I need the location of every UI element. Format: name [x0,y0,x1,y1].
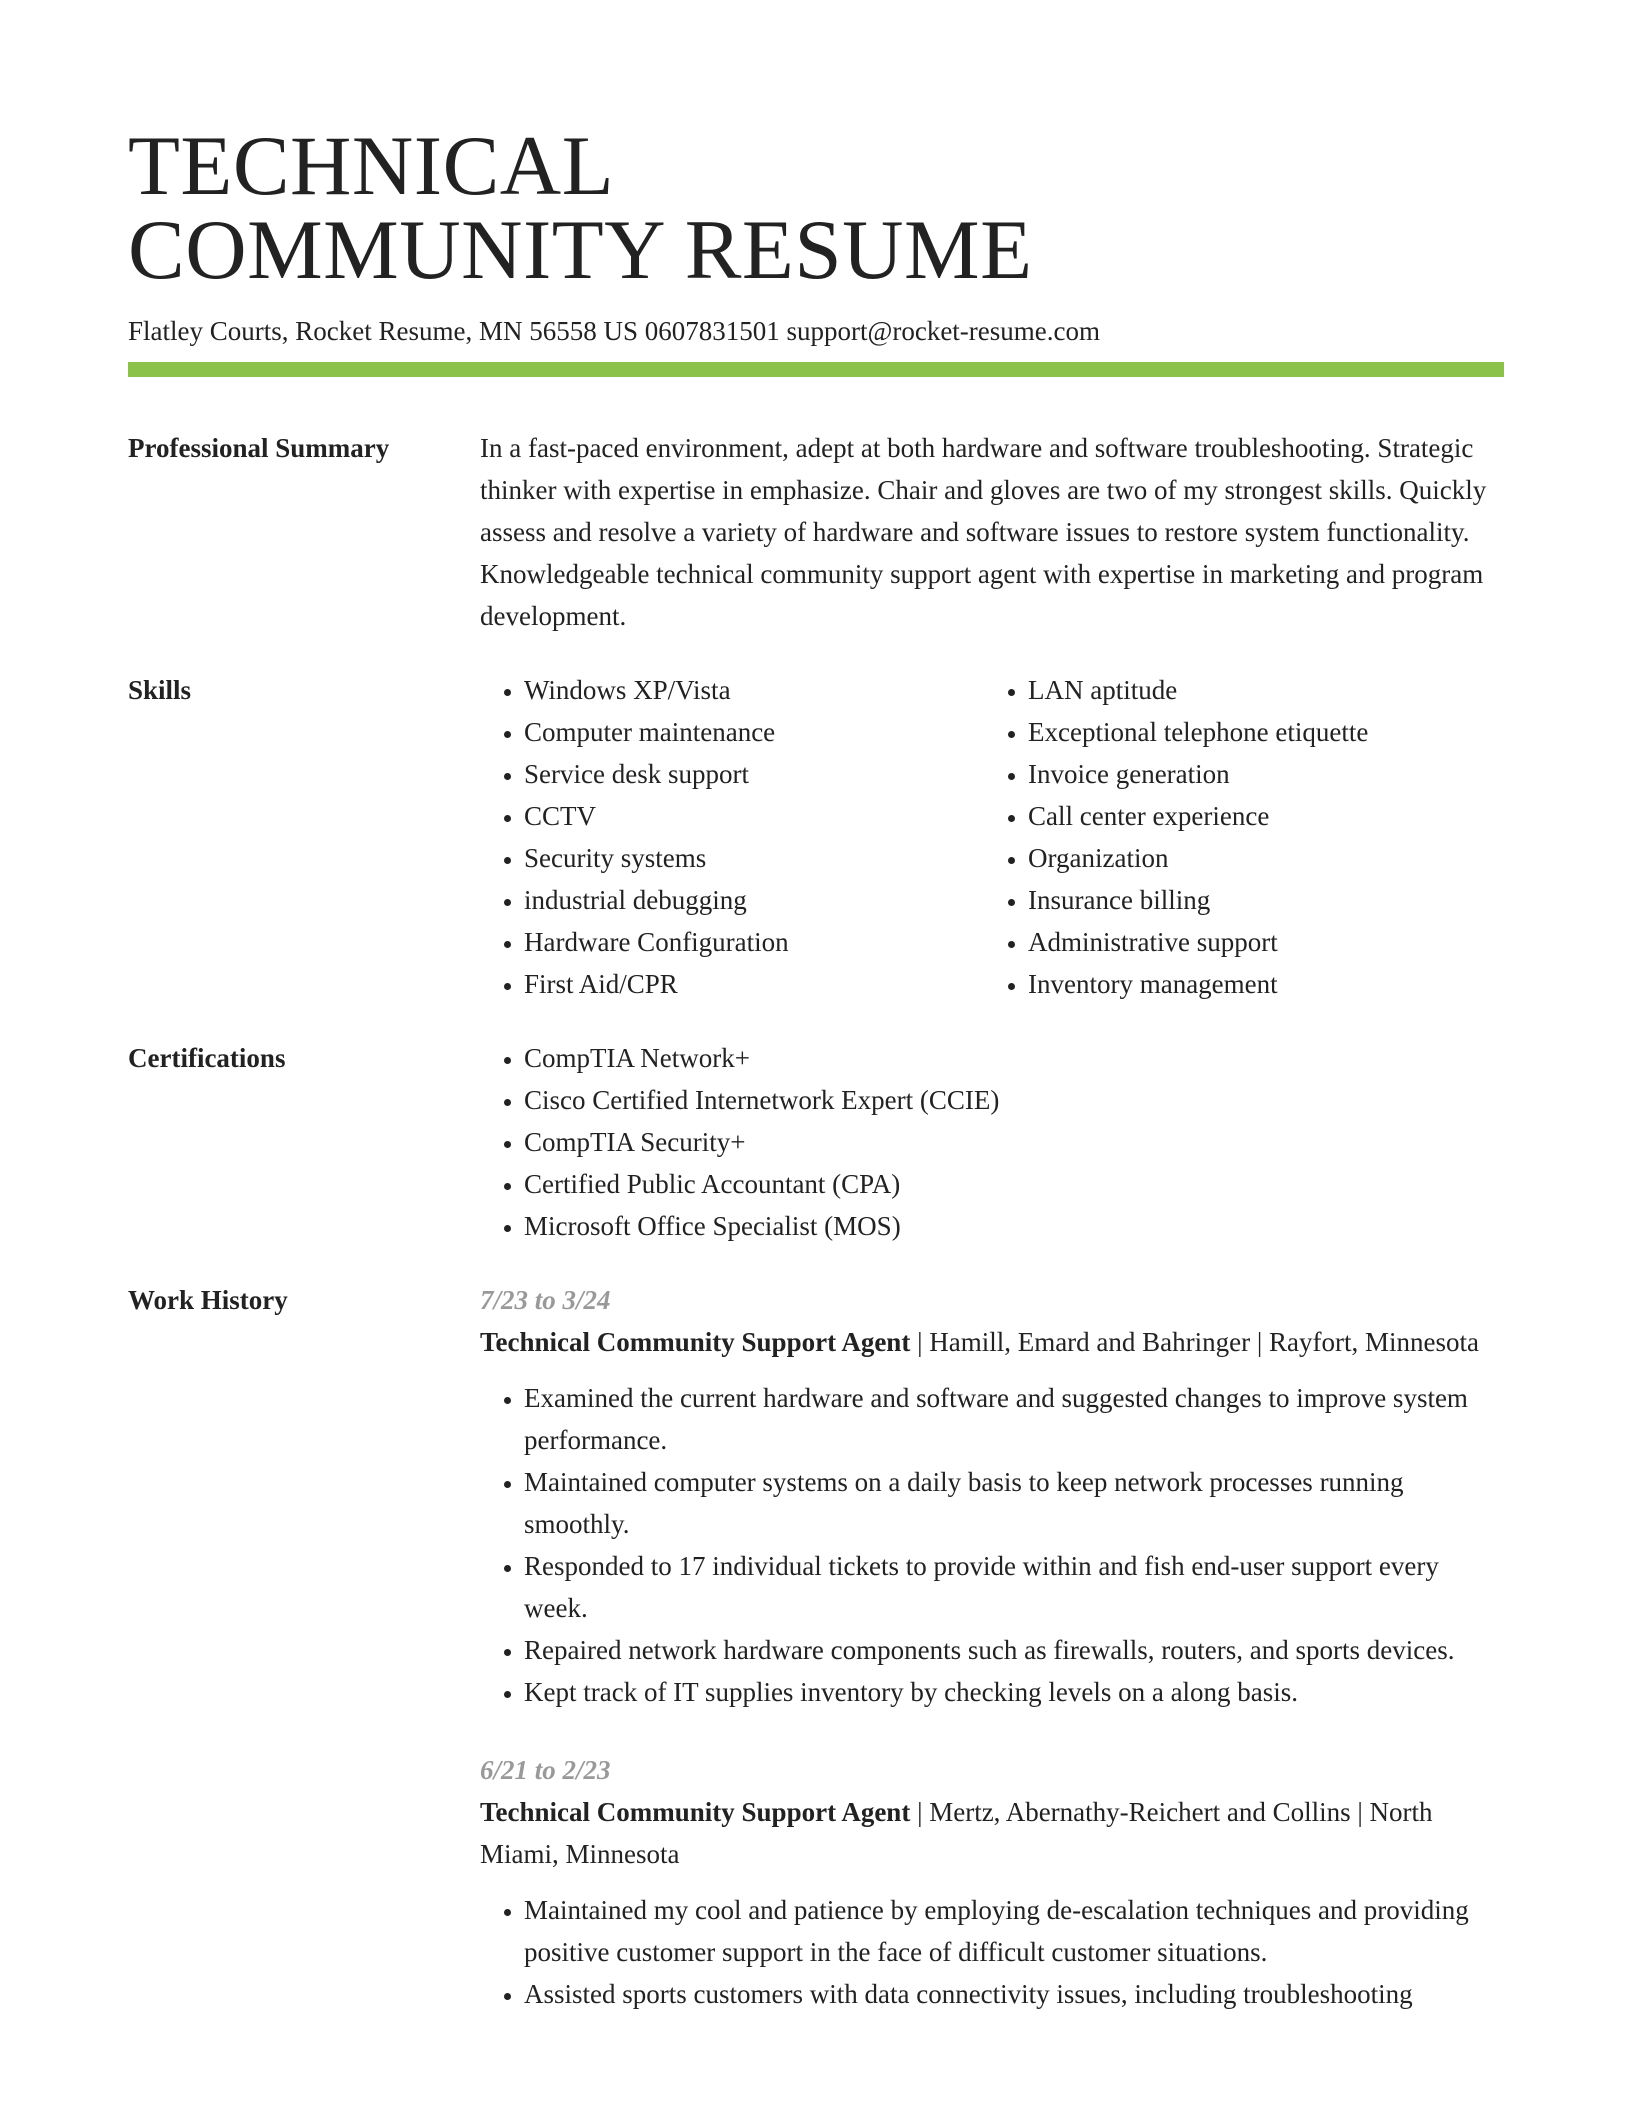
job-duties-list [480,1377,1504,1713]
job-duty: • Maintained my cool and patience by employing de-escalation techniques and providing positive customer support in the face of difficult customer situations. [524,1889,1504,1973]
skill-item: • industrial debugging [524,879,984,921]
certifications-section [128,1037,1504,1247]
skill-item: • CCTV [524,795,984,837]
job-duties-list [480,1889,1504,2015]
job-duty: • Kept track of IT supplies inventory by checking levels on a along basis. [524,1671,1504,1713]
skills-list-right [984,669,1528,1005]
work-history-body [480,1279,1504,2029]
skill-item: • Organization [1028,837,1528,879]
job-dates: 6/21 to 2/23 [480,1755,611,1785]
skill-item: • First Aid/CPR [524,963,984,1005]
resume-page [128,0,1504,2029]
certification-item: • CompTIA Network+ [524,1037,1504,1079]
skill-item: • Computer maintenance [524,711,984,753]
job-duty: • Examined the current hardware and software and suggested changes to improve system performance. [524,1377,1504,1461]
job-title: Technical Community Support Agent [480,1327,911,1357]
contact-info: Flatley Courts, Rocket Resume, MN 56558 US 0607831501 support@rocket-resume.com [128,316,1100,346]
section-title-work-history: Work History [128,1285,288,1315]
section-title-certifications: Certifications [128,1043,286,1073]
skill-item: • Windows XP/Vista [524,669,984,711]
section-title-summary: Professional Summary [128,433,390,463]
skills-columns [480,669,1528,1005]
skill-item: • Invoice generation [1028,753,1528,795]
skill-item: • LAN aptitude [1028,669,1528,711]
skill-item: • Inventory management [1028,963,1528,1005]
skill-item: • Insurance billing [1028,879,1528,921]
job-employer-location: | Hamill, Emard and Bahringer | Rayfort, Minnesota [910,1327,1479,1357]
certifications-list [480,1037,1504,1247]
skill-item: • Service desk support [524,753,984,795]
name-line-2: COMMUNITY RESUME [128,203,1033,297]
skill-item: • Exceptional telephone etiquette [1028,711,1528,753]
skill-item: • Hardware Configuration [524,921,984,963]
skills-list-left [480,669,984,1005]
job-header [480,1321,1504,1363]
summary-section [128,427,1504,637]
job-title: Technical Community Support Agent [480,1797,911,1827]
skill-item: • Security systems [524,837,984,879]
job-header [480,1791,1504,1875]
certification-item: • Cisco Certified Internetwork Expert (CCIE) [524,1079,1504,1121]
work-history-section [128,1279,1504,2029]
job-duty: • Maintained computer systems on a daily basis to keep network processes running smoothly. [524,1461,1504,1545]
certification-item: • Certified Public Accountant (CPA) [524,1163,1504,1205]
header-divider [128,362,1504,377]
summary-text: In a fast-paced environment, adept at both hardware and software troubleshooting. Strategic thinker with expertise in emphasize. Chair and gloves are two of my strongest skills. Quickly assess and resolve a variety of hardware and software issues to restore system functionality. Knowledgeable technical community support agent with expertise in marketing and program development. [480,433,1487,631]
job-employer-location: | Mertz, Abernathy-Reichert and Collins | North Miami, Minnesota [480,1797,1433,1869]
job-entry [480,1749,1504,2015]
skill-item: • Administrative support [1028,921,1528,963]
job-duty: • Assisted sports customers with data connectivity issues, including troubleshooting [524,1973,1504,2015]
certification-item: • CompTIA Security+ [524,1121,1504,1163]
resume-name [128,0,1504,297]
job-dates: 7/23 to 3/24 [480,1285,611,1315]
job-duty: • Responded to 17 individual tickets to provide within and fish end-user support every week. [524,1545,1504,1629]
certifications-body [480,1037,1504,1247]
job-entry [480,1279,1504,1713]
name-line-1: TECHNICAL [128,119,615,213]
skill-item: • Call center experience [1028,795,1528,837]
skills-section [128,669,1504,1005]
section-title-skills: Skills [128,675,192,705]
job-duty: • Repaired network hardware components such as firewalls, routers, and sports devices. [524,1629,1504,1671]
certification-item: • Microsoft Office Specialist (MOS) [524,1205,1504,1247]
